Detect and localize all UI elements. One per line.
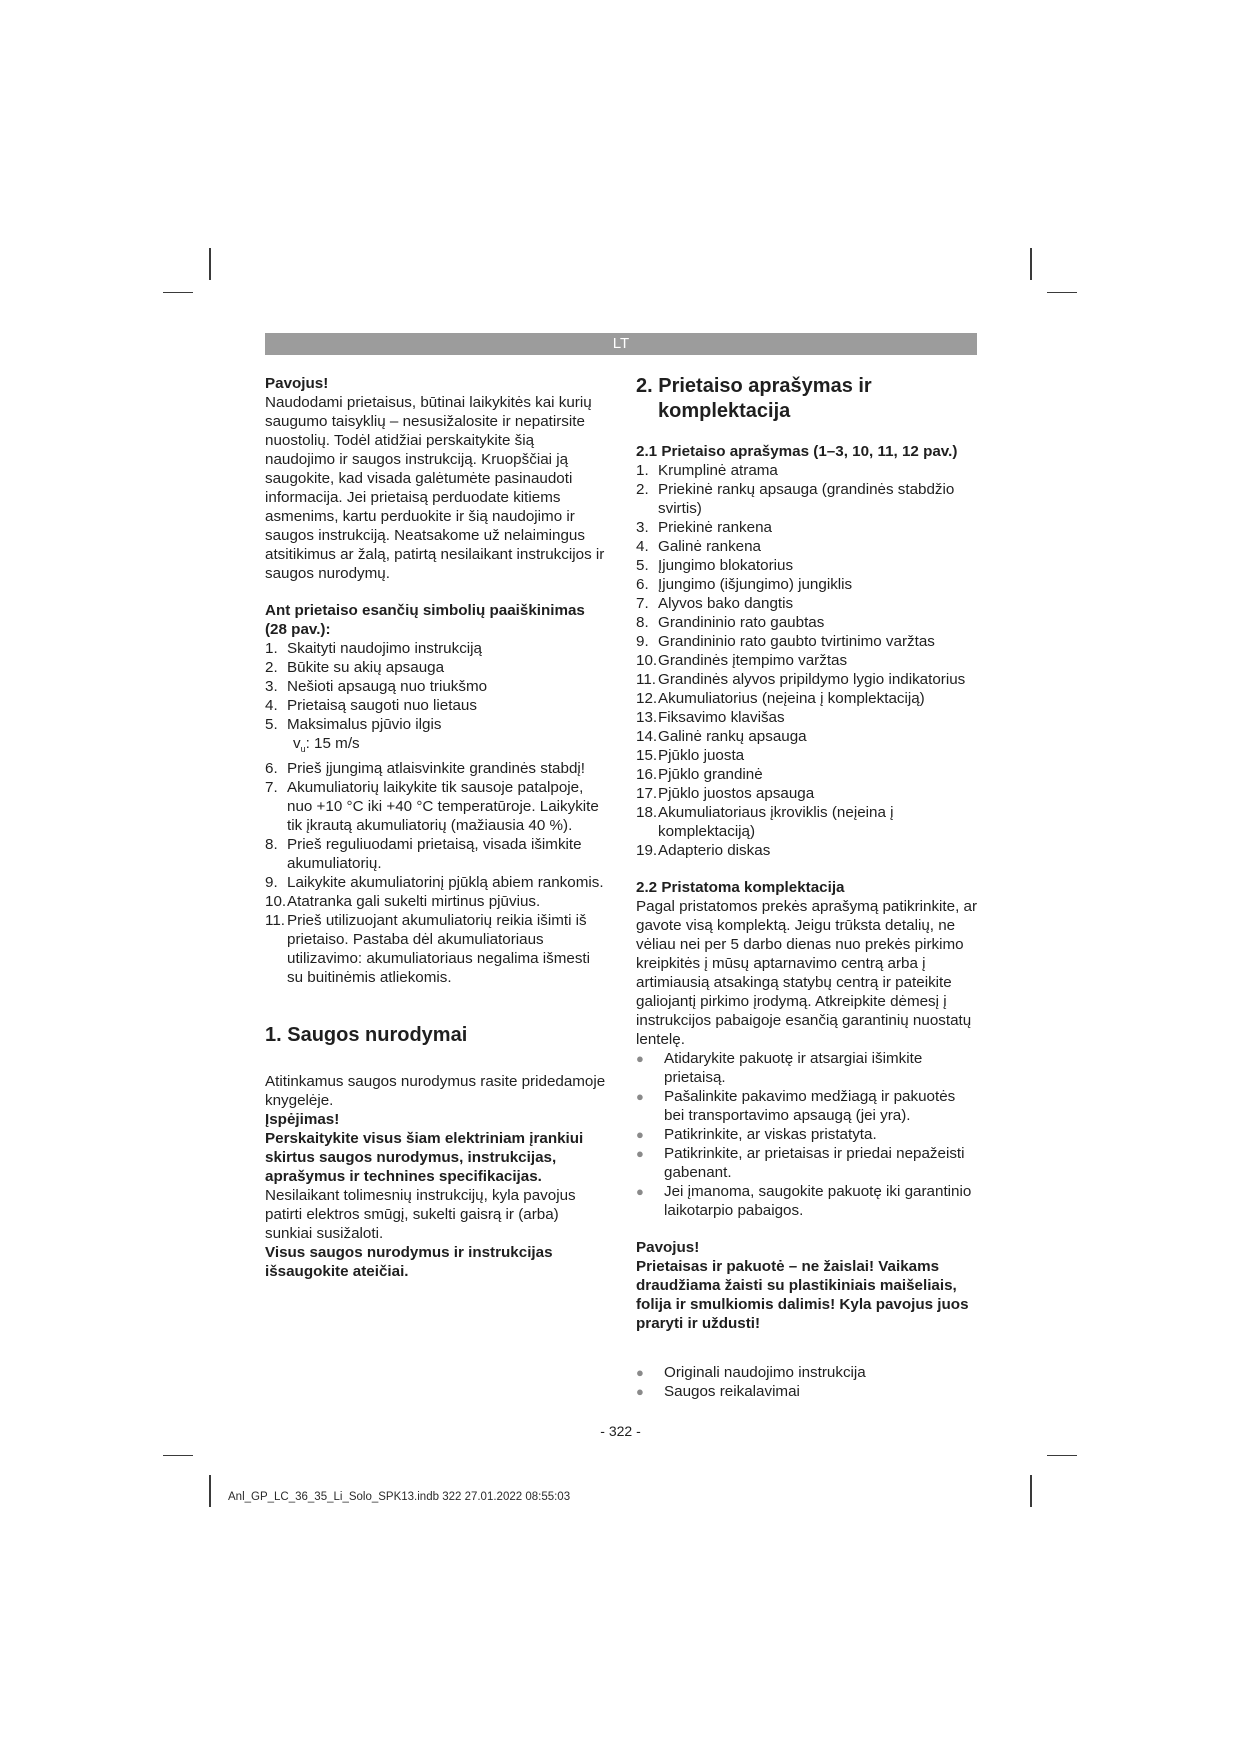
- list-item: 8. Prieš reguliuodami prietaisą, visada išimkite akumuliatorių.: [265, 836, 582, 873]
- list-item: 5. Maksimalus pjūvio ilgis $v_u$: 15 m/s: [265, 715, 607, 759]
- bullet-icon: ●: [636, 1365, 644, 1380]
- list-item: 18. Akumuliatoriaus įkroviklis (neįeina į komplektaciją): [636, 804, 894, 840]
- list-item: 8. Grandininio rato gaubtas: [636, 614, 825, 631]
- danger-text: Prietaisas ir pakuotė – ne žaislai! Vaikams draudžiama žaisti su plastikiniais maišeliais, folija ir smulkiomis dalimis! Kyla pavojus juos praryti ir uždusti!: [636, 1258, 969, 1332]
- list-item: 16. Pjūklo grandinė: [636, 766, 763, 783]
- list-item: 15. Pjūklo juosta: [636, 747, 745, 764]
- crop-mark: [163, 1455, 193, 1456]
- speed-value: $v_u$: 15 m/s: [293, 735, 360, 755]
- list-item: 4. Galinė rankena: [636, 538, 762, 555]
- sub21-heading: 2.1 Prietaiso aprašymas (1–3, 10, 11, 12 pav.): [636, 443, 958, 460]
- list-item: 17. Pjūklo juostos apsauga: [636, 785, 815, 802]
- list-item: 3. Priekinė rankena: [636, 519, 772, 536]
- steps-list: [636, 1049, 978, 1220]
- bullet-icon: ●: [636, 1127, 644, 1142]
- warning2-title: Įspėjimas!: [265, 1111, 340, 1129]
- list-item: 10. Atatranka gali sukelti mirtinus pjūvius.: [265, 893, 541, 911]
- bullet-icon: ●: [636, 1384, 644, 1399]
- section1-text: Atitinkamus saugos nurodymus rasite pridedamoje knygelėje.: [265, 1073, 606, 1110]
- language-header-bar: [265, 333, 977, 355]
- list-item: 11. Prieš utilizuojant akumuliatorių reikia išimti iš prietaiso. Pastaba dėl akumuliatoriaus utilizavimo: akumuliatoriaus negalima išmesti su buitinėmis atliekomis.: [265, 912, 591, 987]
- list-item: 7. Alyvos bako dangtis: [636, 595, 794, 612]
- list-item: ● Patikrinkite, ar viskas pristatyta.: [636, 1126, 877, 1143]
- list-item: ● Saugos reikalavimai: [636, 1383, 800, 1400]
- section2-heading: 2. Prietaiso aprašymas ir komplektacija: [636, 375, 872, 422]
- left-column: [265, 374, 607, 1281]
- symbols-title: Ant prietaiso esančių simbolių paaiškinimas (28 pav.):: [265, 602, 585, 638]
- danger-title: Pavojus!: [636, 1239, 700, 1256]
- list-item: 1. Krumplinė atrama: [636, 462, 778, 479]
- list-item: 5. Įjungimo blokatorius: [636, 557, 794, 574]
- list-item: 7. Akumuliatorių laikykite tik sausoje patalpoje, nuo +10 °C iki +40 °C temperatūroje. Laikykite tik įkrautą akumuliatorių (mažiausia 40 %).: [265, 779, 599, 835]
- crop-mark: [209, 1475, 211, 1507]
- bullet-icon: ●: [636, 1146, 644, 1161]
- sub22-text: Pagal pristatomos prekės aprašymą patikrinkite, ar gavote visą komplektą. Jeigu trūksta detalių, ne vėliau nei per 5 darbo dienas nuo prekės pirkimo kreipkitės į mūsų aptarnavimo centrą arba į artimiausią atsakingą statybų centrą ir pateikite galiojantį pirkimo įrodymą. Atkreipkite dėmesį į instrukcijos pabaigoje esančią garantinių nuostatų lentelę.: [636, 898, 978, 1048]
- list-item: 2. Būkite su akių apsauga: [265, 659, 445, 676]
- warning-text: Naudodami prietaisus, būtinai laikykitės kai kurių saugumo taisyklių – nesusižalosite ir nepatirsite nuostolių. Todėl atidžiai perskaitykite šią naudojimo ir saugos instrukciją. Kruopščiai ją saugokite, kad visada galėtumėte pasinaudoti informacija. Jei prietaisą perduodate kitiems asmenims, kartu perduokite ir šią naudojimo ir saugos instrukciją. Neatsakome už nelaimingus atsitikimus ar žalą, patirtą nesilaikant instrukcijos ir saugos nurodymų.: [265, 394, 605, 582]
- crop-mark: [1047, 292, 1077, 293]
- warning2-end: Visus saugos nurodymus ir instrukcijas išsaugokite ateičiai.: [265, 1244, 553, 1281]
- warning2-paragraph: Perskaitykite visus šiam elektriniam įrankiui skirtus saugos nurodymus, instrukcijas, aprašymus ir technines specifikacijas. Nesilaikant tolimesnių instrukcijų, kyla pavojus patirti elektros smūgį, sukelti gaisrą ir (arba) sunkiai susižaloti.: [265, 1130, 584, 1243]
- warning-title: Pavojus!: [265, 375, 329, 392]
- print-footer: Anl_GP_LC_36_35_Li_Solo_SPK13.indb 322 27.01.2022 08:55:03: [228, 1491, 571, 1503]
- list-item: 13. Fiksavimo klavišas: [636, 709, 785, 726]
- included-list: [636, 1363, 978, 1401]
- list-item: 19. Adapterio diskas: [636, 842, 771, 859]
- list-item: ● Pašalinkite pakavimo medžiagą ir pakuotės bei transportavimo apsaugą (jei yra).: [636, 1088, 956, 1124]
- crop-mark: [1030, 248, 1032, 280]
- sub22-heading: 2.2 Pristatoma komplektacija: [636, 879, 845, 896]
- list-item: 9. Laikykite akumuliatorinį pjūklą abiem rankomis.: [265, 874, 604, 892]
- bullet-icon: ●: [636, 1089, 644, 1104]
- language-label: LT: [612, 335, 630, 352]
- list-item: 1. Skaityti naudojimo instrukciją: [265, 640, 482, 657]
- list-item: 14. Galinė rankų apsauga: [636, 728, 807, 745]
- right-column: [636, 374, 978, 1401]
- page-number: - 322 -: [600, 1423, 641, 1439]
- bullet-icon: ●: [636, 1051, 644, 1066]
- symbols-list: [265, 639, 607, 987]
- list-item: 10. Grandinės įtempimo varžtas: [636, 652, 848, 669]
- crop-mark: [1030, 1475, 1032, 1507]
- list-item: 6. Prieš įjungimą atlaisvinkite grandinės stabdį!: [265, 760, 585, 778]
- list-item: 6. Įjungimo (išjungimo) jungiklis: [636, 576, 853, 593]
- list-item: 9. Grandininio rato gaubto tvirtinimo varžtas: [636, 633, 935, 650]
- list-item: 12. Akumuliatorius (neįeina į komplektaciją): [636, 690, 925, 707]
- list-item: 3. Nešioti apsaugą nuo triukšmo: [265, 678, 488, 695]
- list-item: ● Jei įmanoma, saugokite pakuotę iki garantinio laikotarpio pabaigos.: [636, 1183, 972, 1219]
- list-item: ● Originali naudojimo instrukcija: [636, 1364, 866, 1381]
- crop-mark: [1047, 1455, 1077, 1456]
- list-item: ● Atidarykite pakuotę ir atsargiai išimkite prietaisą.: [636, 1050, 923, 1086]
- section1-heading: 1. Saugos nurodymai: [265, 1024, 468, 1047]
- crop-mark: [163, 292, 193, 293]
- bullet-icon: ●: [636, 1184, 644, 1199]
- crop-mark: [209, 248, 211, 280]
- parts-list: [636, 461, 978, 860]
- list-item: 11. Grandinės alyvos pripildymo lygio indikatorius: [636, 671, 966, 688]
- list-item: 4. Prietaisą saugoti nuo lietaus: [265, 697, 477, 714]
- list-item: 2. Priekinė rankų apsauga (grandinės stabdžio svirtis): [636, 481, 955, 517]
- list-item: ● Patikrinkite, ar prietaisas ir priedai nepažeisti gabenant.: [636, 1145, 965, 1181]
